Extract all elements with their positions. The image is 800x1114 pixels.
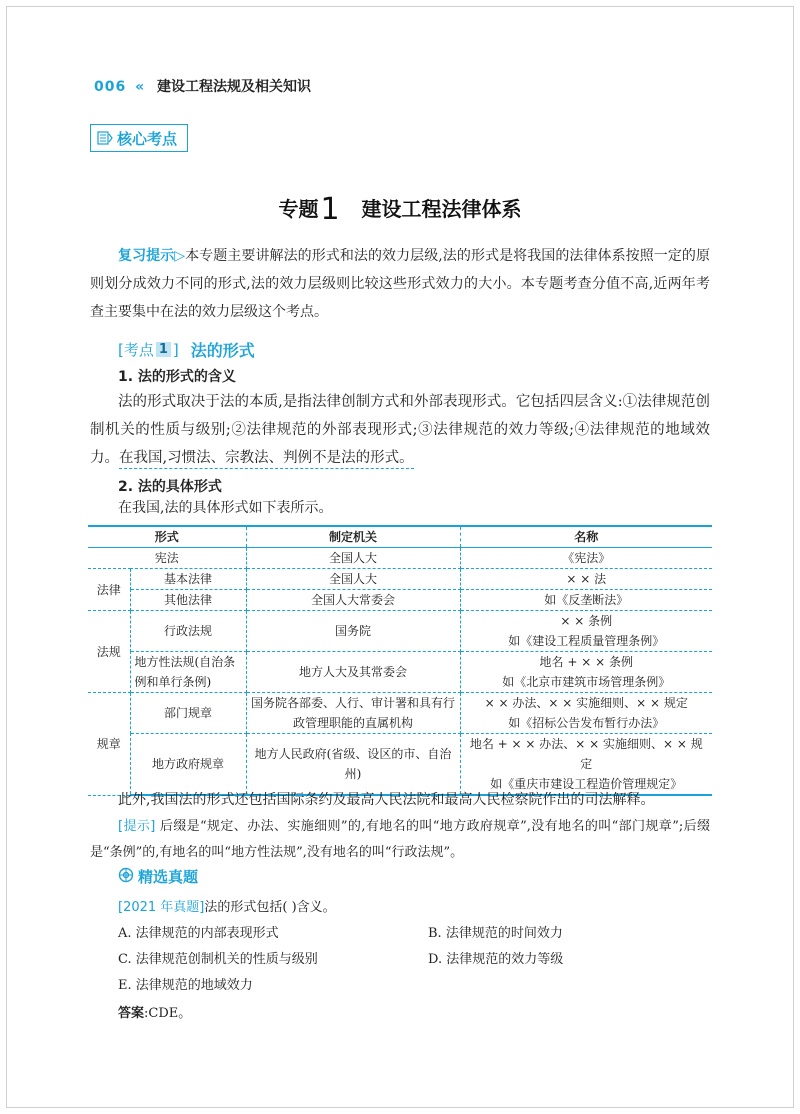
- kp-title: 法的形式: [190, 341, 255, 360]
- table-cell-line: 如《招标公告发布暂行办法》: [508, 716, 665, 730]
- question-text: 法的形式包括( )含义。: [204, 900, 336, 915]
- hint-label: [提示]: [118, 819, 156, 834]
- section-badge: [90, 124, 188, 152]
- answer-label: 答案: [118, 1006, 145, 1021]
- page-number: 006: [94, 79, 127, 95]
- kp-bracket-open: [: [118, 340, 124, 359]
- table-cell-line: 地名 + × × 办法、× × 实施细则、× × 规定: [469, 737, 703, 771]
- sub1-text: 法的形式取决于法的本质,是指法律创制方式和外部表现形式。它包括四层含义:①法律规范创制机关的性质与级别;②法律规范的外部表现形式;③法律规范的效力等级;④法律规范的地域效力。: [90, 394, 710, 466]
- book-title: 建设工程法规及相关知识: [157, 79, 312, 95]
- question-stem: [118, 896, 336, 915]
- table-cell-line: 如《北京市建筑市场管理条例》: [502, 675, 671, 689]
- table-cell: × × 法: [460, 569, 712, 590]
- table-cell: 其他法律: [130, 590, 246, 611]
- table-row: [88, 590, 712, 611]
- extra-paragraph: 此外,我国法的形式还包括国际条约及最高人民法院和最高人民检察院作出的司法解释。: [118, 792, 655, 808]
- table-cell: 地方人大及其常委会: [246, 652, 460, 693]
- table-cell: 地方性法规(自治条例和单行条例): [130, 652, 246, 693]
- topic-number: 1: [320, 192, 340, 227]
- table-cell: 《宪法》: [460, 548, 712, 569]
- table-group-cell: 法规: [88, 611, 130, 693]
- table-cell: 地方政府规章: [130, 734, 246, 796]
- table-cell: 宪法: [88, 548, 246, 569]
- running-header: [94, 76, 311, 96]
- table-cell: 全国人大: [246, 569, 460, 590]
- table-row: [88, 548, 712, 569]
- table-header-row: [88, 526, 712, 548]
- forms-table: [88, 525, 712, 796]
- table-cell: 全国人大常委会: [246, 590, 460, 611]
- option-a: A. 法律规范的内部表现形式: [118, 926, 279, 941]
- table-cell: 国务院各部委、人行、审计署和具有行政管理职能的直属机构: [246, 693, 460, 734]
- table-row: [88, 611, 712, 652]
- kp-bracket-close: ]: [172, 340, 179, 359]
- gear-icon: [118, 867, 134, 887]
- table-cell: 全国人大: [246, 548, 460, 569]
- kp-label: 考点: [123, 341, 154, 359]
- question-year-tag: [2021 年真题]: [118, 900, 205, 915]
- topic-title: 建设工程法律体系: [361, 197, 522, 221]
- practice-title: 精选真题: [138, 868, 199, 886]
- table-cell: [460, 611, 712, 652]
- hint-paragraph: [90, 814, 710, 866]
- hint-text: 后缀是“规定、办法、实施细则”的,有地名的叫“地方政府规章”,没有地名的叫“部门规章”;后缀是“条例”的,有地名的叫“地方性法规”,没有地名的叫“行政法规”。: [90, 819, 710, 860]
- chevron-icon: «: [135, 79, 145, 95]
- sub2-intro: 在我国,法的具体形式如下表所示。: [118, 500, 333, 516]
- answer-value: :CDE。: [144, 1006, 192, 1021]
- table-header: 形式: [88, 526, 246, 548]
- table-cell-line: 如《建设工程质量管理条例》: [508, 634, 665, 648]
- table-header: 名称: [460, 526, 712, 548]
- table-cell-line: × × 条例: [560, 614, 613, 628]
- answer: [118, 1002, 191, 1021]
- table-cell-line: 地名 + × × 条例: [539, 655, 633, 669]
- table-cell: 部门规章: [130, 693, 246, 734]
- sub1-underlined: 在我国,习惯法、宗教法、判例不是法的形式。: [119, 450, 414, 469]
- table-cell-line: × × 办法、× × 实施细则、× × 规定: [484, 696, 688, 710]
- topic-prefix: 专题: [278, 197, 319, 221]
- table-cell: 基本法律: [130, 569, 246, 590]
- kp-number: 1: [156, 342, 171, 357]
- table-cell: [460, 693, 712, 734]
- book-icon: [97, 131, 113, 145]
- table-header: 制定机关: [246, 526, 460, 548]
- option-e: E. 法律规范的地域效力: [118, 978, 253, 993]
- option-c: C. 法律规范创制机关的性质与级别: [118, 952, 318, 967]
- table-cell: 行政法规: [130, 611, 246, 652]
- sub1-heading: 1. 法的形式的含义: [118, 369, 236, 385]
- table-cell: [460, 652, 712, 693]
- table-cell: 如《反垄断法》: [460, 590, 712, 611]
- table-row: [88, 569, 712, 590]
- option-b: B. 法律规范的时间效力: [428, 926, 563, 941]
- table-row: [88, 693, 712, 734]
- review-text: 本专题主要讲解法的形式和法的效力层级,法的形式是将我国的法律体系按照一定的原则划分成效力不同的形式,法的效力层级则比较这些形式效力的大小。本专题考查分值不高,近两年考查主要集中在法的效力层级这个考点。: [90, 248, 710, 320]
- table-cell-line: 如《重庆市建设工程造价管理规定》: [490, 777, 683, 791]
- review-label: 复习提示▷: [118, 248, 186, 264]
- sub2-heading: 2. 法的具体形式: [118, 479, 222, 495]
- table-cell: 国务院: [246, 611, 460, 652]
- sub1-paragraph: [90, 388, 710, 472]
- key-point-heading: [118, 338, 255, 361]
- topic-heading: [0, 192, 800, 227]
- table-group-cell: 法律: [88, 569, 130, 611]
- table-group-cell: 规章: [88, 693, 130, 796]
- section-badge-label: 核心考点: [117, 129, 178, 148]
- review-paragraph: [90, 242, 710, 326]
- practice-heading: [118, 866, 198, 887]
- table-cell: 地方人民政府(省级、设区的市、自治州): [246, 734, 460, 796]
- table-row: [88, 652, 712, 693]
- option-d: D. 法律规范的效力等级: [428, 952, 564, 967]
